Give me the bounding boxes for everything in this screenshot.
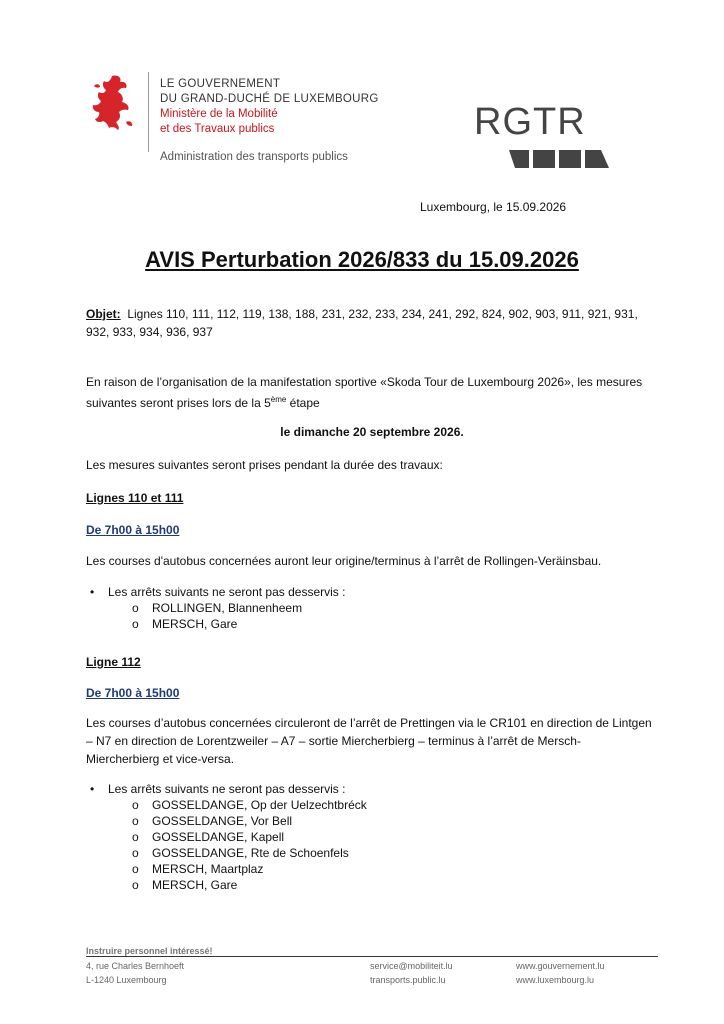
gov-line-1: LE GOUVERNEMENT [160,78,281,90]
footer-web-link-2[interactable]: www.luxembourg.lu [516,975,595,985]
section-2-stop: MERSCH, Gare [152,878,238,892]
footer-contact [370,959,453,987]
ministry-line-2: et des Travaux publics [160,123,275,135]
section-2-text [86,714,659,768]
section-2-heading: Ligne 112 [86,655,141,669]
sub-bullet-icon: o [132,814,139,828]
rgtr-logo: RGTR [474,101,586,143]
lion-emblem-icon [88,72,136,134]
rgtr-logo-bars-icon [509,150,609,168]
section-2-text-line-2: – N7 en direction de Lorentzweiler – A7 – sortie Miercherbierg – terminus à l’arrêt de Mersch- [86,734,581,748]
objet-lines-1: Lignes 110, 111, 112, 119, 138, 188, 231, 232, 233, 234, 241, 292, 824, 902, 903, 911, 921, 931, [127,307,638,321]
bullet-icon: • [90,585,95,599]
sub-bullet-icon: o [132,846,139,860]
section-2-text-line-1: Les courses d’autobus concernées circuleront de l’arrêt de Prettingen via le CR101 en direction de Lintgen [86,716,652,730]
footer-address-line-2: L-1240 Luxembourg [86,975,167,985]
section-1-stop: ROLLINGEN, Blannenheem [152,601,303,615]
sub-bullet-icon: o [132,830,139,844]
administration-name: Administration des transports publics [160,151,348,163]
intro-line-2-end: étape [286,396,320,410]
section-1-text: Les courses d'autobus concernées auront leur origine/terminus à l’arrêt de Rollingen-Veräinsbau. [86,554,602,568]
footer-divider [86,956,658,957]
ministry-line-1: Ministère de la Mobilité [160,108,278,120]
footer-web-link-1[interactable]: www.gouvernement.lu [516,961,605,971]
sub-bullet-icon: o [132,617,139,631]
footer-address [86,959,184,987]
footer-site[interactable]: transports.public.lu [370,975,446,985]
sub-bullet-icon: o [132,798,139,812]
footer-web [516,959,605,987]
dateline: Luxembourg, le 15.09.2026 [420,200,567,214]
section-1-bullet: Les arrêts suivants ne seront pas desservis : [108,585,346,599]
section-2-bullet: Les arrêts suivants ne seront pas desservis : [108,782,346,796]
section-2-stop: GOSSELDANGE, Kapell [152,830,285,844]
section-2-stop: GOSSELDANGE, Vor Bell [152,814,293,828]
footer-address-line-1: 4, rue Charles Bernhoeft [86,961,185,971]
page-title: AVIS Perturbation 2026/833 du 15.09.2026 [145,247,579,272]
sub-bullet-icon: o [132,601,139,615]
sub-bullet-icon: o [132,862,139,876]
objet-lines-2: 932, 933, 934, 936, 937 [86,325,213,339]
sub-bullet-icon: o [132,878,139,892]
section-2-stop: MERSCH, Maartplaz [152,862,264,876]
gov-line-2: DU GRAND-DUCHÉ DE LUXEMBOURG [160,93,379,105]
intro-paragraph [86,373,659,412]
section-1-stop: MERSCH, Gare [152,617,238,631]
footer-note: Instruire personnel intéressé! [86,946,213,956]
event-date: le dimanche 20 septembre 2026. [280,425,464,439]
section-2-stop: GOSSELDANGE, Rte de Schoenfels [152,846,349,860]
intro-line-2: suivantes seront prises lors de la 5 [86,396,271,410]
section-2-stop: GOSSELDANGE, Op der Uelzechtbréck [152,798,367,812]
objet-label: Objet: [86,307,121,321]
government-name [160,77,379,137]
footer-email[interactable]: service@mobiliteit.lu [370,961,453,971]
section-1-heading: Lignes 110 et 111 [86,491,184,505]
objet-block [86,305,659,341]
header-divider [148,72,149,152]
bullet-icon: • [90,782,95,796]
section-2-text-line-3: Miercherbierg et vice-versa. [86,752,235,766]
intro-line-1: En raison de l’organisation de la manifestation sportive «Skoda Tour de Luxembourg 2026», les mesures [86,375,643,389]
section-1-time: De 7h00 à 15h00 [86,523,180,537]
intro-superscript: ème [270,395,287,404]
section-2-time: De 7h00 à 15h00 [86,686,180,700]
measures-intro: Les mesures suivantes seront prises pendant la durée des travaux: [86,458,443,472]
